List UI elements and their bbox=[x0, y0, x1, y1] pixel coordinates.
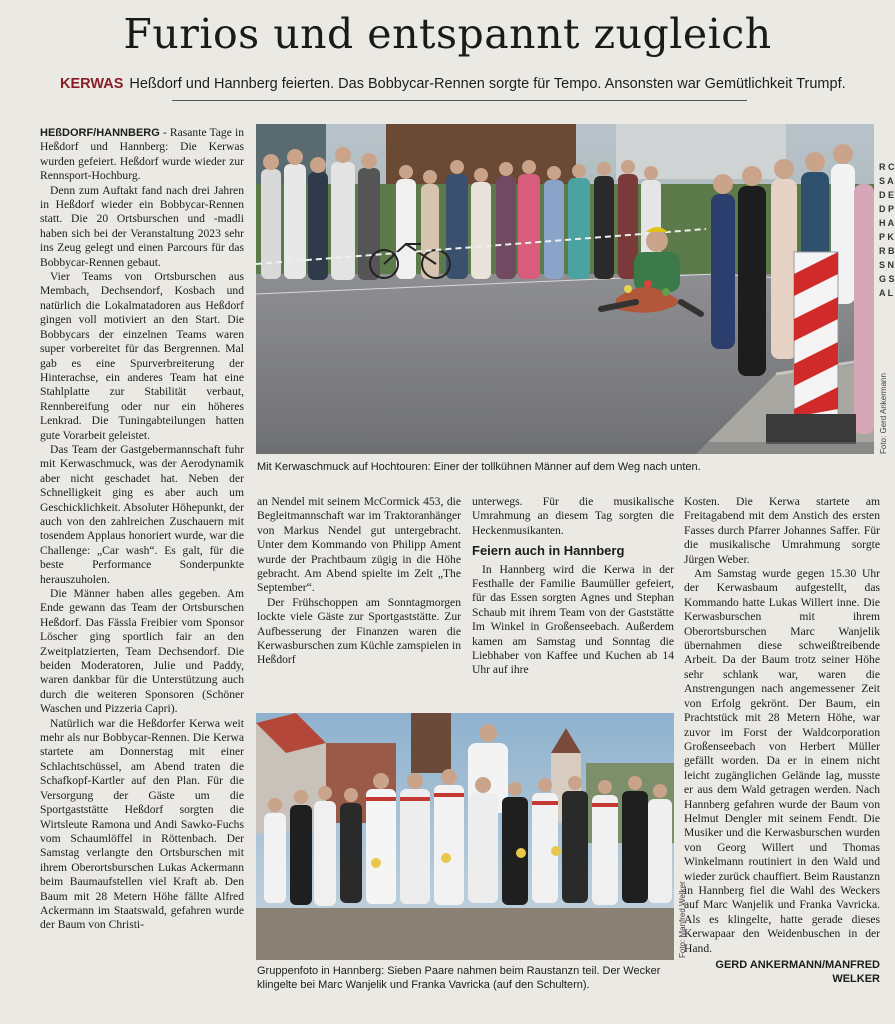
subheadline bbox=[60, 76, 890, 92]
paragraph: Vier Teams von Ortsburschen aus Membach, Dechsendorf, Kosbach und natürlich die Lokalmatadoren aus Heßdorf gingen voll motiviert an den Start. Die Bobbycars der einzelnen Teams waren super vorbereitet für das Bergrennen. Mal gab es eine Spurverbreiterung der Hinterachse, ein anderes Team hat eine Stahlplatte zur Stabilität verbaut, Rennbereifung oder nur ein höheres Lenkrad. Die Tuningabteilungen hatten gute Vorarbeit geleistet. bbox=[40, 270, 244, 442]
subhead-text: Heßdorf und Hannberg feierten. Das Bobbycar-Rennen sorgte für Tempo. Ansonsten war Gemütlichkeit Trumpf. bbox=[129, 76, 846, 92]
photo2-credit: Foto: Manfred Welker bbox=[678, 881, 687, 958]
article-column-1 bbox=[40, 126, 244, 1004]
photo-group-hannberg bbox=[256, 713, 674, 960]
article-column-3 bbox=[472, 495, 674, 700]
photo-bobbycar-race bbox=[256, 124, 874, 454]
photo-group-image bbox=[256, 713, 674, 960]
adjacent-column-fragment: R C S A D E D P H A P K R B S N G S A L bbox=[879, 162, 895, 298]
paragraph: HEßDORF/HANNBERG - Rasante Tage in Heßdorf und Hannberg: Die Kerwas wurden gefeiert. Heßdorf wurde wieder zur Rennsport-Hochburg. bbox=[40, 126, 244, 183]
photo2-caption: Gruppenfoto in Hannberg: Sieben Paare nahmen beim Raustanzn teil. Der Wecker klingelte bei Marc Wanjelik und Franka Vavricka (auf den Schultern). bbox=[257, 965, 661, 991]
kicker: KERWAS bbox=[60, 76, 124, 92]
paragraph: Das Team der Gastgebermannschaft fuhr mit Kerwaschmuck, was der Aerodynamik aber nicht geschadet hat. Neben der Schnelligkeit ging es aber auch um Geschicklichkeit. Absoluter Höhepunkt, der auch von den zahlreichen Zuschauern mit tosendem Applaus honoriert wurde, war die Challenge: „Car wash“. Es galt, für die beste Performance Sonderpunkte herauszuholen. bbox=[40, 442, 244, 586]
headline: Furios und entspannt zugleich bbox=[123, 10, 772, 58]
paragraph: Kosten. Die Kerwa startete am Freitagabend mit dem Anstich des ersten Fasses durch Pfarrer Johannes Saffer. Für die musikalische Umrahmung sorgte Jürgen Weber. bbox=[684, 495, 880, 566]
headline-rule bbox=[172, 100, 747, 101]
paragraph: Am Samstag wurde gegen 15.30 Uhr der Kerwasbaum aufgestellt, das Kommando hatte Lukas Willert inne. Die Kerwasburschen mit ihrem Oberortsburschen Marc Wanjelik übernahmen diese schweißtreibende Arbeit. Da der Baum trotz seiner Höhe sehr schlank war, waren die Anstrengungen nach angemessener Zeit von Erfolg gekrönt. Der Baum, ein Prachtstück mit 28 Metern Höhe, war zuvor im Forst der Waldcorporation Großenseebach von Herbert Müller gefällt worden. Da er in einem nicht leicht zugänglichen Gelände lag, musste er aus dem Wald getragen werden. Nach Hannberg gefahren wurde der Baum von Helmut Dengler mit seinem Fendt. Die Musiker und die Kerwasburschen wurden von Georg Willert und Thomas Winkelmann routiniert in den Wald und wieder zurück chauffiert. Beim Raustanzn in Hannberg fiel die Wahl des Weckers auf Marc Wanjelik und Franka Vavricka. Als es klingelte, hatte gerade dieses Kerwapaar den Weidenbuschen in der Hand. bbox=[684, 567, 880, 955]
photo1-caption: Mit Kerwaschmuck auf Hochtouren: Einer der tollkühnen Männer auf dem Weg nach unten. bbox=[257, 461, 701, 473]
paragraph: Die Männer haben alles gegeben. Am Ende gewann das Team der Ortsburschen Heßdorf. Das Fässla Freibier vom Sponsor Löscher ging sportlich fair an den Zweitplatzierten, Team Dechsendorf. Die beiden Moderatoren, Julie und Paddy, waren dankbar für die Unterstützung auch durch die weiteren Sponsoren (Schöner Waschen und Pizzeria Capri). bbox=[40, 587, 244, 716]
photo-bobbycar-image bbox=[256, 124, 874, 454]
byline: GERD ANKERMANN/MANFRED WELKER bbox=[715, 959, 880, 986]
paragraph: unterwegs. Für die musikalische Umrahmung an diesem Tag sorgten die Heckenmusikanten. bbox=[472, 495, 674, 537]
dateline: HEßDORF/HANNBERG bbox=[40, 127, 160, 139]
paragraph: Natürlich war die Heßdorfer Kerwa weit mehr als nur Bobbycar-Rennen. Die Kerwa startete am Donnerstag mit einer Schlachtschüssel, am Abend traten die Schafkopf-Kartler auf den Plan. Für die Versorgung der Gäste um die Sportgaststätte Heßdorf sorgten die Wirtsleute Ramona und Andi Sawko-Fuchs vom Schaumlöffel in Röttenbach. Der Samstag verlangte den Ortsburschen mit ihrem Oberortsburschen Lukas Ackermann beim Baumaufstellen viel Kraft ab. Den Baum mit 28 Metern Höhe fällte Alfred Ackermann im Staatswald, gefahren wurde der Baum von Christi- bbox=[40, 716, 244, 932]
paragraph: Der Frühschoppen am Sonntagmorgen lockte viele Gäste zur Sportgaststätte. Zur Aufbesserung der Finanzen waren die Kerwasburschen zum Küchle zamspielen in Heßdorf bbox=[257, 595, 461, 667]
paragraph: Denn zum Auftakt fand nach drei Jahren in Heßdorf wieder ein Bobbycar-Rennen statt. Die 20 Ortsburschen und -madli haben sich bei der Veranstaltung 2023 sehr ins Zeug gelegt und einen Parcours für das Bobbycar-Rennen gebaut. bbox=[40, 183, 244, 269]
photo1-credit: Foto: Gerd Ankermann bbox=[879, 373, 888, 454]
article-column-4 bbox=[684, 495, 880, 995]
paragraph: In Hannberg wird die Kerwa in der Festhalle der Familie Baumüller gefeiert, für das Essen sorgten Agnes und Stephan Schaub mit ihrem Team von der Gaststätte Im Winkel in Großenseebach. Außerdem kamen am Samstag und Sonntag die Liebhaber von Kaffee und Kuchen ab 14 Uhr auf ihre bbox=[472, 562, 674, 677]
article-column-2 bbox=[257, 495, 461, 700]
subheading: Feiern auch in Hannberg bbox=[472, 543, 625, 559]
paragraph: an Nendel mit seinem McCormick 453, die Begleitmannschaft war im Traktoranhänger von Markus Nendel gut untergebracht. Unter dem Kommando von Philipp Ament wurde der Prachtbaum zügig in die Höhe gebracht. Am Abend spielte im Zelt „The September“. bbox=[257, 495, 461, 595]
